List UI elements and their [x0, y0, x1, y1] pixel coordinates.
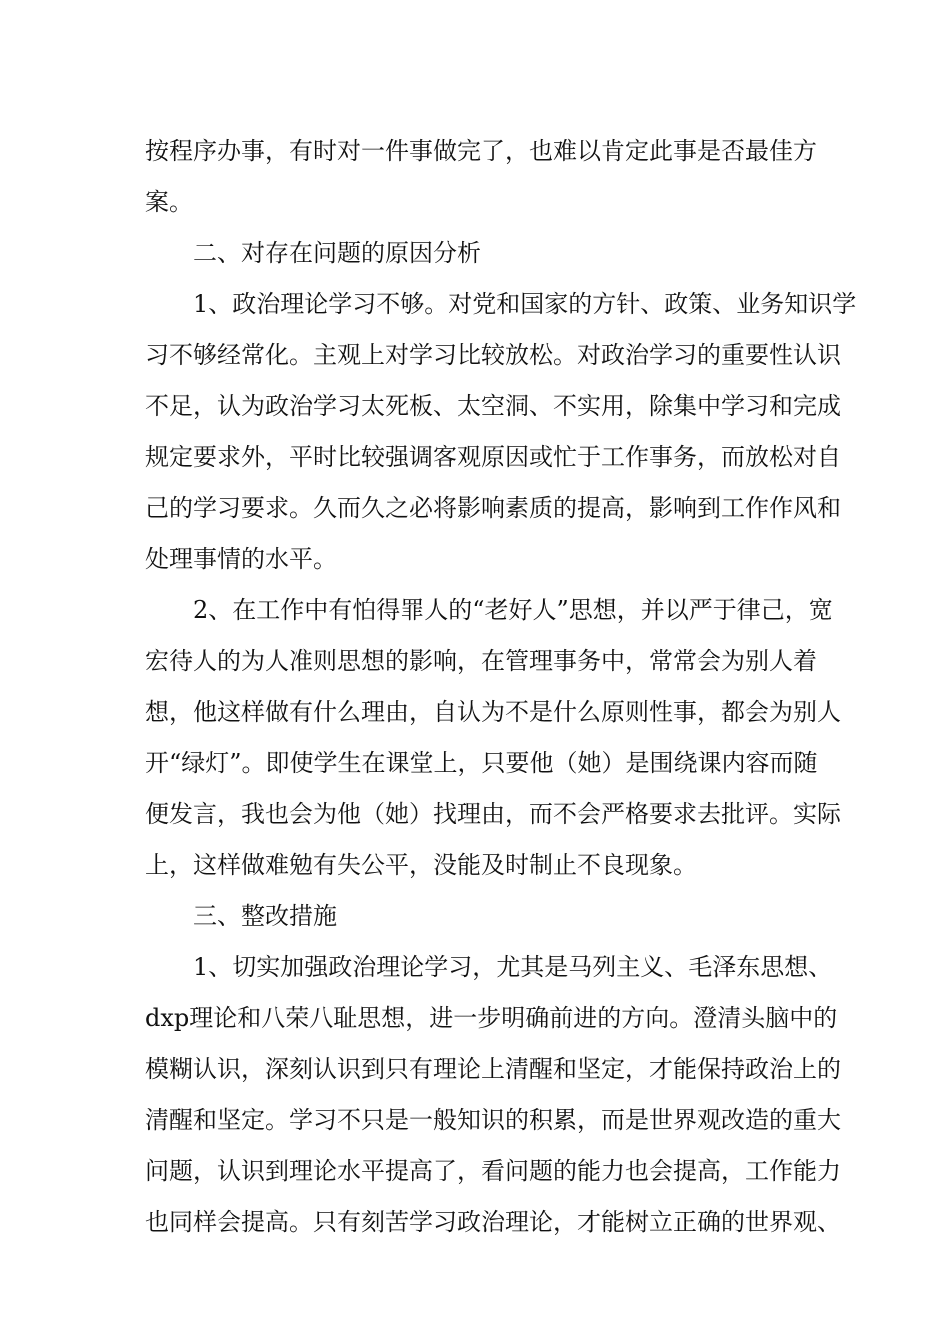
paragraph-line: 案。 [145, 188, 193, 216]
paragraph-line: 习不够经常化。主观上对学习比较放松。对政治学习的重要性认识 [145, 341, 841, 369]
paragraph-line: 模糊认识，深刻认识到只有理论上清醒和坚定，才能保持政治上的 [145, 1055, 841, 1083]
paragraph-line: 宏待人的为人准则思想的影响，在管理事务中，常常会为别人着 [145, 647, 817, 675]
paragraph-line: 1、切实加强政治理论学习，尤其是马列主义、毛泽东思想、 [193, 953, 833, 981]
paragraph-line: 处理事情的水平。 [145, 545, 337, 573]
section-heading: 三、整改措施 [193, 902, 337, 930]
paragraph-line: 规定要求外，平时比较强调客观原因或忙于工作事务，而放松对自 [145, 443, 841, 471]
paragraph-line: 己的学习要求。久而久之必将影响素质的提高，影响到工作作风和 [145, 494, 841, 522]
paragraph-line: 问题，认识到理论水平提高了，看问题的能力也会提高，工作能力 [145, 1157, 841, 1185]
paragraph-line: 便发言，我也会为他（她）找理由，而不会严格要求去批评。实际 [145, 800, 841, 828]
paragraph-line: 开“绿灯”。即使学生在课堂上，只要他（她）是围绕课内容而随 [145, 749, 818, 777]
paragraph-line: 清醒和坚定。学习不只是一般知识的积累，而是世界观改造的重大 [145, 1106, 841, 1134]
paragraph-line: 2、在工作中有怕得罪人的“老好人”思想，并以严于律己，宽 [193, 596, 833, 624]
paragraph-line: 也同样会提高。只有刻苦学习政治理论，才能树立正确的世界观、 [145, 1208, 841, 1236]
paragraph-line: 上，这样做难勉有失公平，没能及时制止不良现象。 [145, 851, 697, 879]
section-heading: 二、对存在问题的原因分析 [193, 239, 481, 267]
paragraph-line: 1、政治理论学习不够。对党和国家的方针、政策、业务知识学 [193, 290, 857, 318]
paragraph-line: 按程序办事，有时对一件事做完了，也难以肯定此事是否最佳方 [145, 137, 817, 165]
paragraph-line: dxp理论和八荣八耻思想，进一步明确前进的方向。澄清头脑中的 [145, 1004, 838, 1032]
paragraph-line: 想，他这样做有什么理由，自认为不是什么原则性事，都会为别人 [145, 698, 841, 726]
paragraph-line: 不足，认为政治学习太死板、太空洞、不实用，除集中学习和完成 [145, 392, 841, 420]
